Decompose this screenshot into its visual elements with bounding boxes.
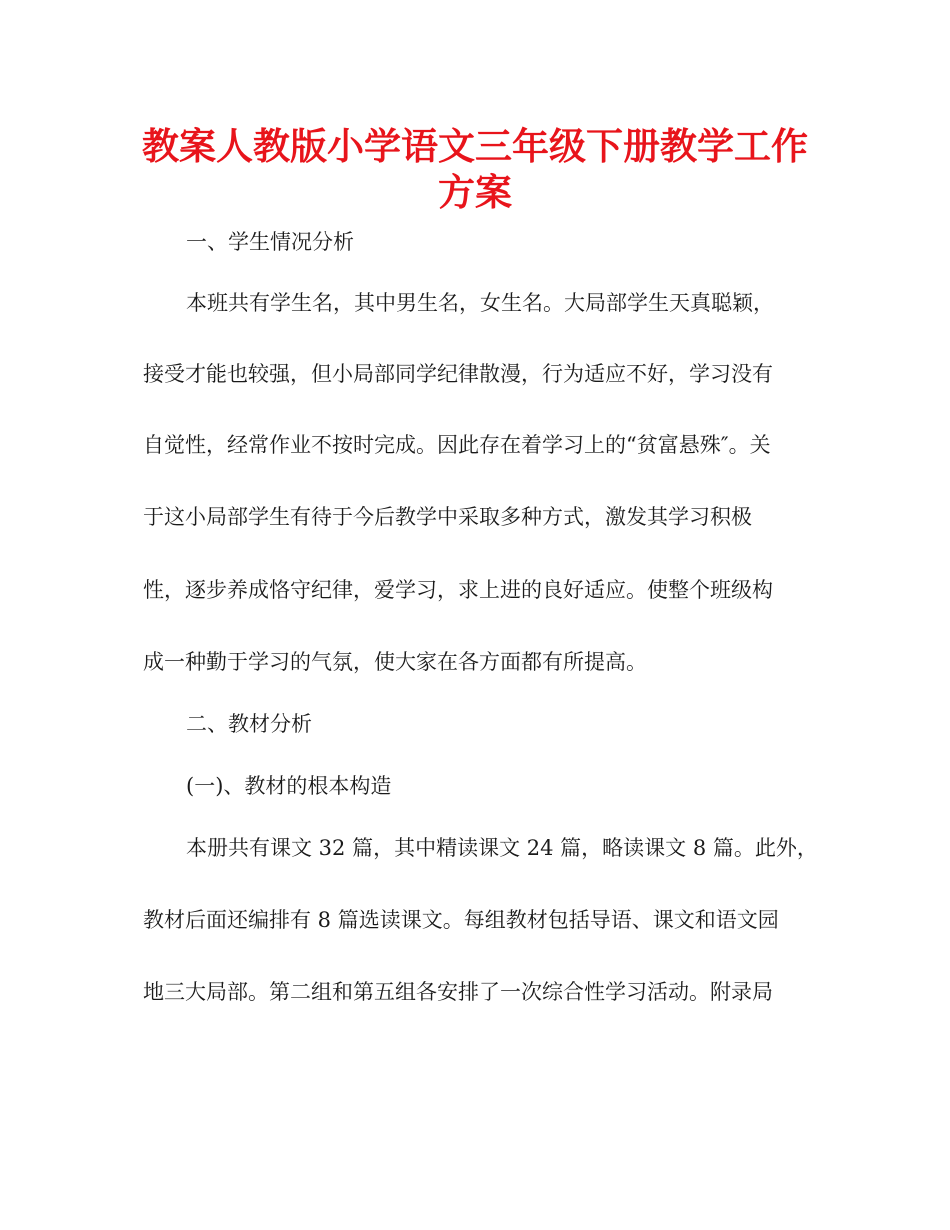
paragraph-line: 本册共有课文 32 篇，其中精读课文 24 篇，略读课文 8 篇。此外， [186, 836, 818, 860]
paragraph-line: 成一种勤于学习的气氛，使大家在各方面都有所提高。 [143, 650, 647, 674]
document-title-line-1: 教案人教版小学语文三年级下册教学工作 [142, 125, 808, 168]
document-title-line-2: 方案 [438, 171, 512, 214]
paragraph-line: 性，逐步养成恪守纪律，爱学习，求上进的良好适应。使整个班级构 [143, 578, 773, 602]
section-heading-student-analysis: 一、学生情况分析 [186, 230, 354, 254]
paragraph-line: 接受才能也较强，但小局部同学纪律散漫，行为适应不好，学习没有 [143, 362, 773, 386]
paragraph-line: 教材后面还编排有 8 篇选读课文。每组教材包括导语、课文和语文园 [143, 908, 779, 932]
subsection-heading-basic-structure: (一)、教材的根本构造 [186, 774, 392, 798]
paragraph-line: 本班共有学生名，其中男生名，女生名。大局部学生天真聪颖， [186, 291, 774, 315]
paragraph-line: 自觉性，经常作业不按时完成。因此存在着学习上的“贫富悬殊″。关 [143, 433, 771, 457]
paragraph-line: 地三大局部。第二组和第五组各安排了一次综合性学习活动。附录局 [143, 980, 773, 1004]
paragraph-line: 于这小局部学生有待于今后教学中采取多种方式，激发其学习积极 [143, 505, 752, 529]
section-heading-textbook-analysis: 二、教材分析 [186, 712, 312, 736]
